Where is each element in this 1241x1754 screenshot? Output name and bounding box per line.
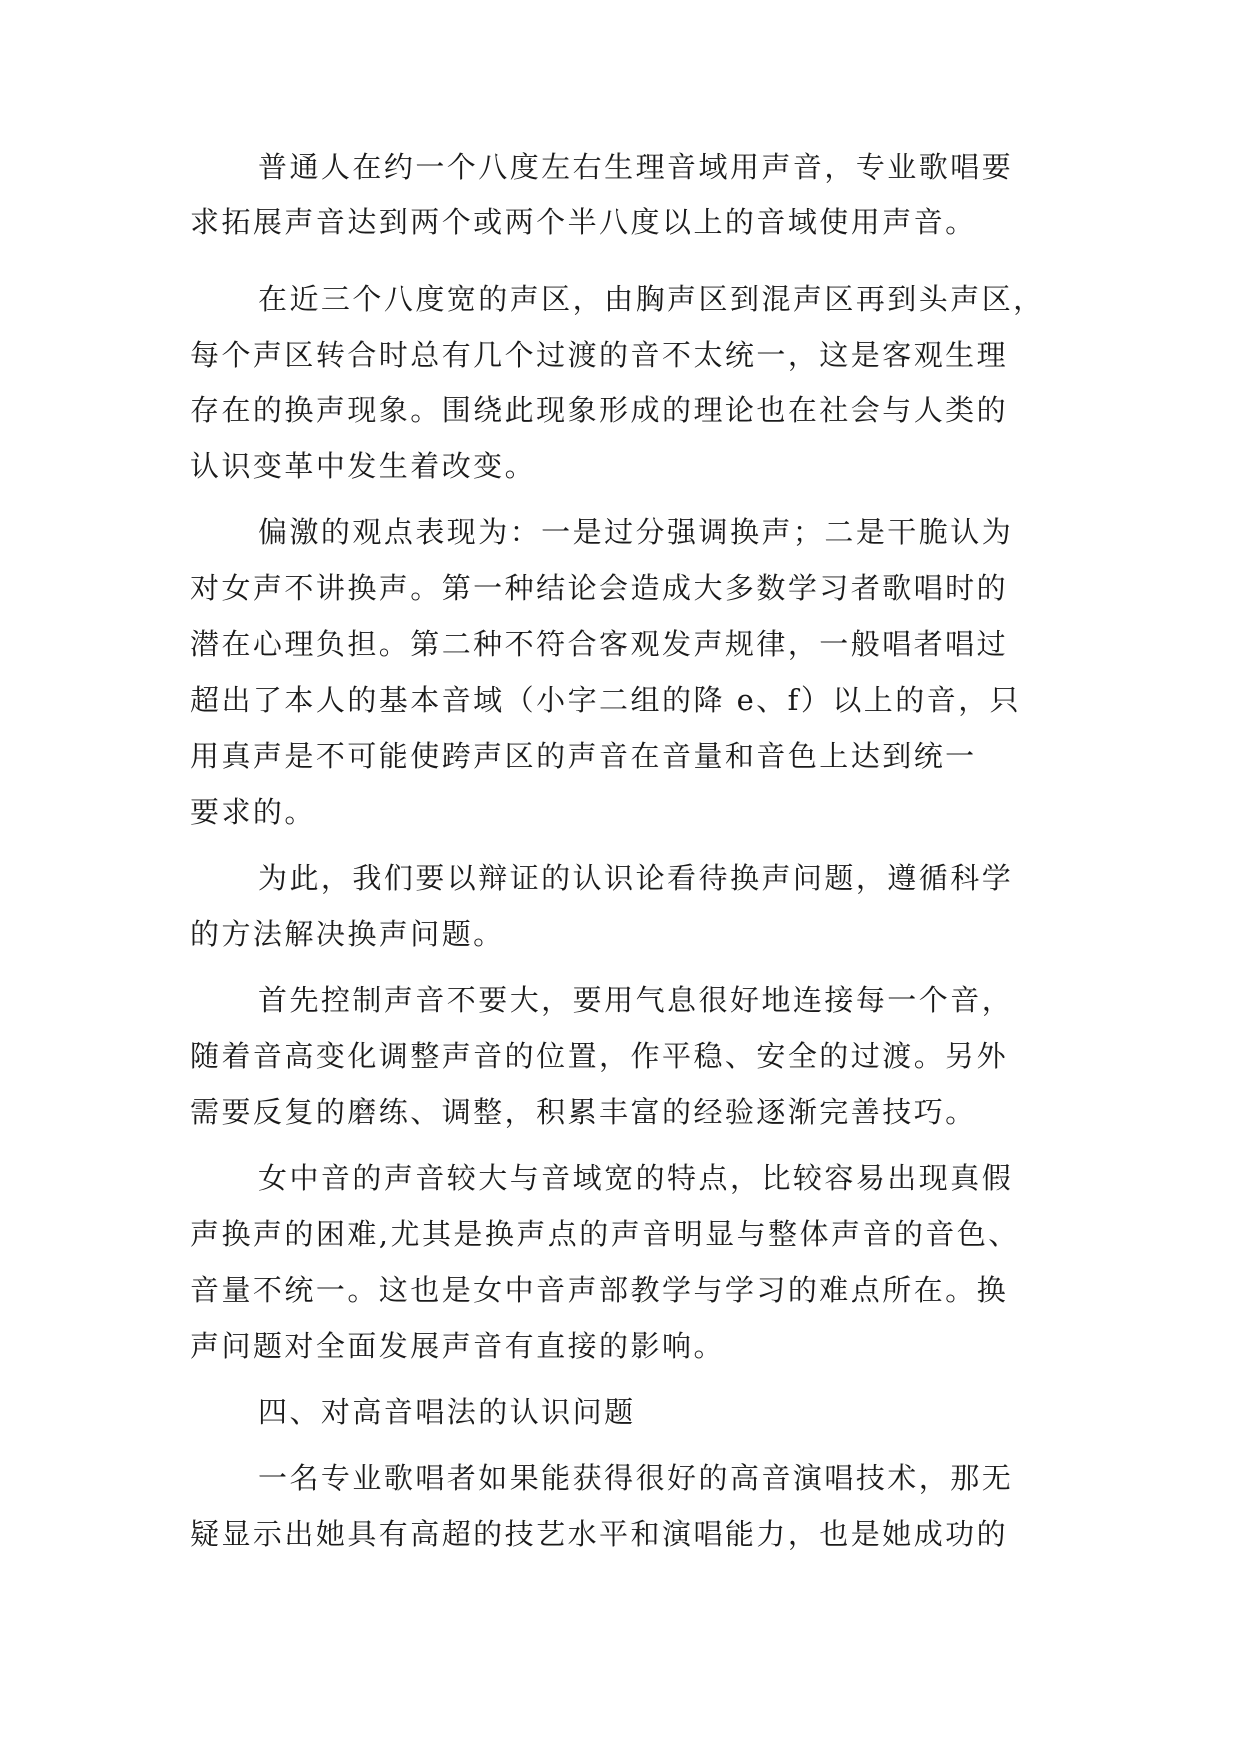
text-line: 一名专业歌唱者如果能获得很好的高音演唱技术，那无 [258, 1461, 1014, 1495]
text-line: 要求的。 [190, 795, 316, 829]
text-line: 每个声区转合时总有几个过渡的音不太统一，这是客观生理 [190, 338, 1009, 372]
text-line: 认识变革中发生着改变。 [190, 449, 537, 483]
text-line: 首先控制声音不要大，要用气息很好地连接每一个音， [258, 983, 1014, 1017]
text-line: 用真声是不可能使跨声区的声音在音量和音色上达到统一 [190, 739, 977, 773]
text-line: 超出了本人的基本音域（小字二组的降 e、f）以上的音，只 [190, 683, 1022, 717]
text-line: 普通人在约一个八度左右生理音域用声音，专业歌唱要 [258, 150, 1014, 184]
text-line: 随着音高变化调整声音的位置，作平稳、安全的过渡。另外 [190, 1039, 1009, 1073]
text-line: 为此，我们要以辩证的认识论看待换声问题，遵循科学 [258, 861, 1014, 895]
text-line: 疑显示出她具有高超的技艺水平和演唱能力，也是她成功的 [190, 1517, 1009, 1551]
section-heading: 四、对高音唱法的认识问题 [258, 1395, 636, 1429]
text-line: 女中音的声音较大与音域宽的特点，比较容易出现真假 [258, 1161, 1014, 1195]
text-line: 求拓展声音达到两个或两个半八度以上的音域使用声音。 [190, 205, 977, 239]
text-line: 声换声的困难,尤其是换声点的声音明显与整体声音的音色、 [190, 1217, 1020, 1251]
text-line: 潜在心理负担。第二种不符合客观发声规律，一般唱者唱过 [190, 627, 1009, 661]
text-line: 的方法解决换声问题。 [190, 917, 505, 951]
text-line: 音量不统一。这也是女中音声部教学与学习的难点所在。换 [190, 1273, 1009, 1307]
text-line: 存在的换声现象。围绕此现象形成的理论也在社会与人类的 [190, 393, 1009, 427]
text-line: 需要反复的磨练、调整，积累丰富的经验逐渐完善技巧。 [190, 1095, 977, 1129]
text-line: 在近三个八度宽的声区，由胸声区到混声区再到头声区， [258, 282, 1045, 316]
text-line: 声问题对全面发展声音有直接的影响。 [190, 1329, 725, 1363]
text-line: 偏激的观点表现为：一是过分强调换声；二是干脆认为 [258, 515, 1014, 549]
text-line: 对女声不讲换声。第一种结论会造成大多数学习者歌唱时的 [190, 571, 1009, 605]
